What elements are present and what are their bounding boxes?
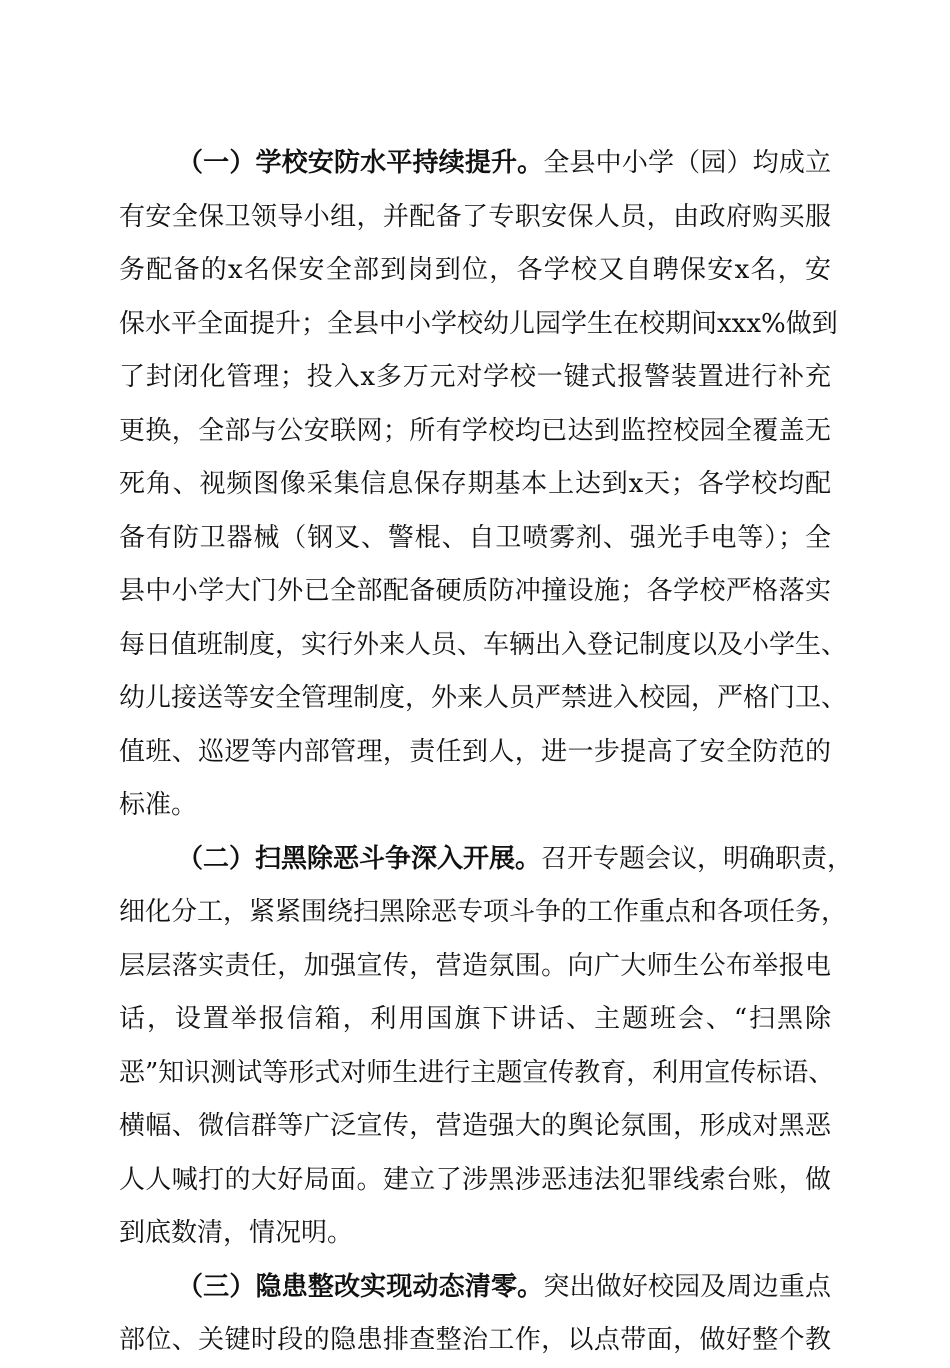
paragraph-1-line: 更换，全部与公安联网；所有学校均已达到监控校园全覆盖无 — [119, 415, 831, 446]
paragraph-3-line: 部位、关键时段的隐患排查整治工作，以点带面，做好整个教 — [119, 1325, 831, 1355]
paragraph-3-line-1 — [119, 1261, 831, 1315]
paragraph-1-line: 幼儿接送等安全管理制度，外来人员严禁进入校园，严格门卫、 — [119, 683, 848, 713]
document-body — [119, 137, 854, 1368]
paragraph-2-line: 恶”知识测试等形式对师生进行主题宣传教育，利用宣传标语、 — [119, 1057, 835, 1088]
paragraph-1-line-1 — [119, 137, 831, 191]
paragraph-2-line: 细化分工，紧紧围绕扫黑除恶专项斗争的工作重点和各项任务， — [119, 897, 848, 927]
paragraph-2-line-1 — [119, 833, 854, 887]
paragraph-1-line: 了封闭化管理；投入x多万元对学校一键式报警装置进行补充 — [119, 362, 831, 392]
paragraph-1-line: 有安全保卫领导小组，并配备了专职安保人员，由政府购买服 — [119, 201, 831, 232]
paragraph-2-line: 层层落实责任，加强宣传，营造氛围。向广大师生公布举报电 — [119, 950, 831, 981]
paragraph-1-line: 值班、巡逻等内部管理，责任到人，进一步提高了安全防范的 — [119, 736, 831, 767]
paragraph-1-line: 县中小学大门外已全部配备硬质防冲撞设施；各学校严格落实 — [119, 576, 831, 606]
section-1-text: 全县中小学（园）均成立 — [543, 148, 831, 178]
paragraph-1-line: 备有防卫器械（钢叉、警棍、自卫喷雾剂、强光手电等）；全 — [119, 522, 831, 553]
section-2-heading: （二）扫黑除恶斗争深入开展。 — [177, 843, 542, 874]
section-1-heading: （一）学校安防水平持续提升。 — [177, 148, 544, 178]
paragraph-2-line: 横幅、微信群等广泛宣传，营造强大的舆论氛围，形成对黑恶 — [119, 1111, 831, 1141]
section-3-text: 突出做好校园及周边重点 — [543, 1271, 831, 1302]
paragraph-2-line: 话，设置举报信箱，利用国旗下讲话、主题班会、“扫黑除 — [119, 1004, 831, 1034]
paragraph-1-line: 保水平全面提升；全县中小学校幼儿园学生在校期间xxx%做到 — [119, 308, 838, 339]
section-2-text: 召开专题会议，明确职责， — [541, 843, 854, 874]
paragraph-1-line: 务配备的x名保安全部到岗到位，各学校又自聘保安x名，安 — [119, 255, 831, 285]
paragraph-2-last-line: 到底数清，情况明。 — [119, 1218, 354, 1248]
paragraph-1-line: 死角、视频图像采集信息保存期基本上达到x天；各学校均配 — [119, 469, 831, 499]
paragraph-2-line: 人人喊打的大好局面。建立了涉黑涉恶违法犯罪线索台账，做 — [119, 1164, 831, 1195]
section-3-heading: （三）隐患整改实现动态清零。 — [177, 1271, 544, 1302]
paragraph-1-line: 每日值班制度，实行外来人员、车辆出入登记制度以及小学生、 — [119, 629, 848, 660]
paragraph-1-last-line: 标准。 — [119, 790, 198, 820]
